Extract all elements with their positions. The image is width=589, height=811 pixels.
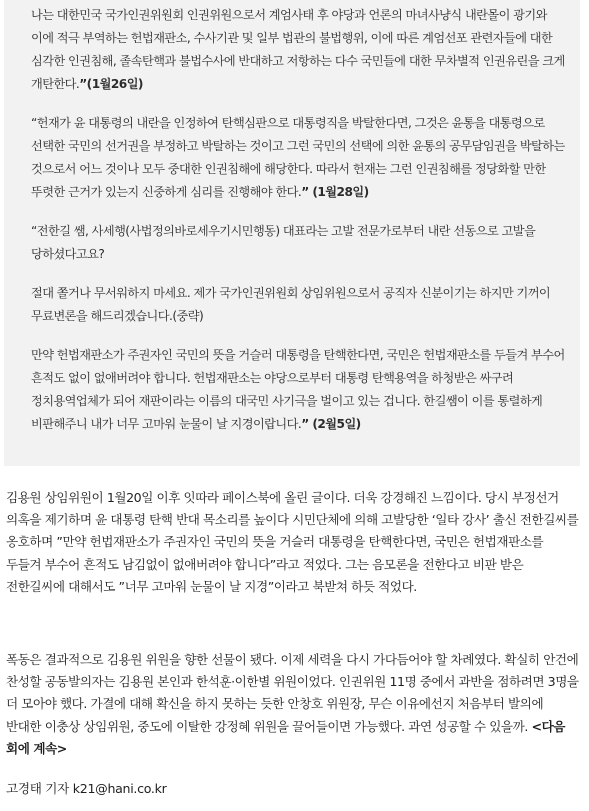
quote-paragraph-1 bbox=[31, 4, 568, 96]
continued-label: <다음 회에 계속> bbox=[6, 718, 566, 756]
article-paragraph-2 bbox=[6, 649, 580, 760]
quote-paragraph-5 bbox=[31, 344, 568, 436]
quote-text: 절대 쫄거나 무서워하지 마세요. 제가 국가인권위원회 상임위원으로서 공직자 신분이기는 하지만 기꺼이 무료변론을 해드리겠습니다.(중략) bbox=[31, 286, 551, 323]
quote-box bbox=[4, 0, 580, 466]
quote-text: “전한길 쌤, 사세행(사법정의바로세우기시민행동) 대표라는 고발 전문가로부터 내란 선동으로 고발을 당하셨다고요? bbox=[31, 224, 536, 261]
quote-paragraph-4 bbox=[31, 282, 568, 328]
quote-date: ” (1월28일) bbox=[301, 185, 369, 199]
byline: 고경태 기자 k21@hani.co.kr bbox=[6, 781, 167, 796]
quote-paragraph-2 bbox=[31, 112, 568, 204]
quote-date: ”(1월26일) bbox=[79, 77, 143, 91]
quote-text: 만약 헌법재판소가 주권자인 국민의 뜻을 거슬러 대통령을 탄핵한다면, 국민은 헌법재판소를 두들겨 부수어 흔적도 없이 없애버려야 합니다. 헌법재판소는 야당으로부터 대통령 탄핵용역을 하청받은 싸구려 정치용역업체가 되어 재판이라는 이름의 대국민 사기극을 벌이고 있는 겁니다. 한길쌤이 이를 통렬하게 비판해주니 내가 너무 고마워 눈물이 날 지경이랍니다. bbox=[31, 348, 565, 431]
quote-date: ” (2월5일) bbox=[301, 417, 361, 431]
quote-paragraph-3 bbox=[31, 220, 568, 266]
article-paragraph-2-text: 폭동은 결과적으로 김용원 위원을 향한 선물이 됐다. 이제 세력을 다시 가다듬어야 할 차례였다. 확실히 안건에 찬성할 공동발의자는 김용원 본인과 한석훈·이한별 위원이었다. 인권위원 11명 중에서 과반을 점하려면 3명을 더 모아야 했다. 가결에 대해 확신을 하지 못하는 듯한 안창호 위원장, 무슨 이유에선지 처음부터 발의에 반대한 이충상 상임위원, 중도에 이탈한 강정혜 위원을 끌어들이면 가능했다. 과연 성공할 수 있을까. bbox=[6, 652, 579, 734]
quote-text: “헌재가 윤 대통령의 내란을 인정하여 탄핵심판으로 대통령직을 박탈한다면, 그것은 윤통을 대통령으로 선택한 국민의 선거권을 부정하고 박탈하는 것이고 그런 국민의 선택에 의한 윤통의 공무담임권을 박탈하는 것으로서 어느 것이나 모두 중대한 인권침해에 해당한다. 따라서 헌재는 그런 인권침해를 정당화할 만한 뚜렷한 근거가 있는지 신중하게 심리를 진행해야 한다. bbox=[31, 116, 565, 199]
article-paragraph-1: 김용원 상임위원이 1월20일 이후 잇따라 페이스북에 올린 글이다. 더욱 강경해진 느낌이다. 당시 부정선거 의혹을 제기하며 윤 대통령 탄핵 반대 목소리를 높이다 시민단체에 의해 고발당한 ‘일타 강사’ 출신 전한길씨를 옹호하며 ”만약 헌법재판소가 주권자인 국민의 뜻을 거슬러 대통령을 탄핵한다면, 국민은 헌법재판소를 두들겨 부수어 흔적도 남김없이 없애버려야 합니다”라고 적었다. 그는 음모론을 전한다고 비판 받은 전한길씨에 대해서도 ”너무 고마워 눈물이 날 지경”이라고 북받쳐 하듯 적었다. bbox=[6, 490, 579, 594]
quote-text: 나는 대한민국 국가인권위원회 인권위원으로서 계엄사태 후 야당과 언론의 마녀사냥식 내란몰이 광기와 이에 적극 부역하는 헌법재판소, 수사기관 및 일부 법관의 불법행위, 이에 따른 계엄선포 관련자들에 대한 심각한 인권침해, 졸속탄핵과 불법수사에 반대하고 저항하는 다수 국민들에 대한 무차별적 인권유린을 크게 개탄한다. bbox=[31, 8, 565, 91]
